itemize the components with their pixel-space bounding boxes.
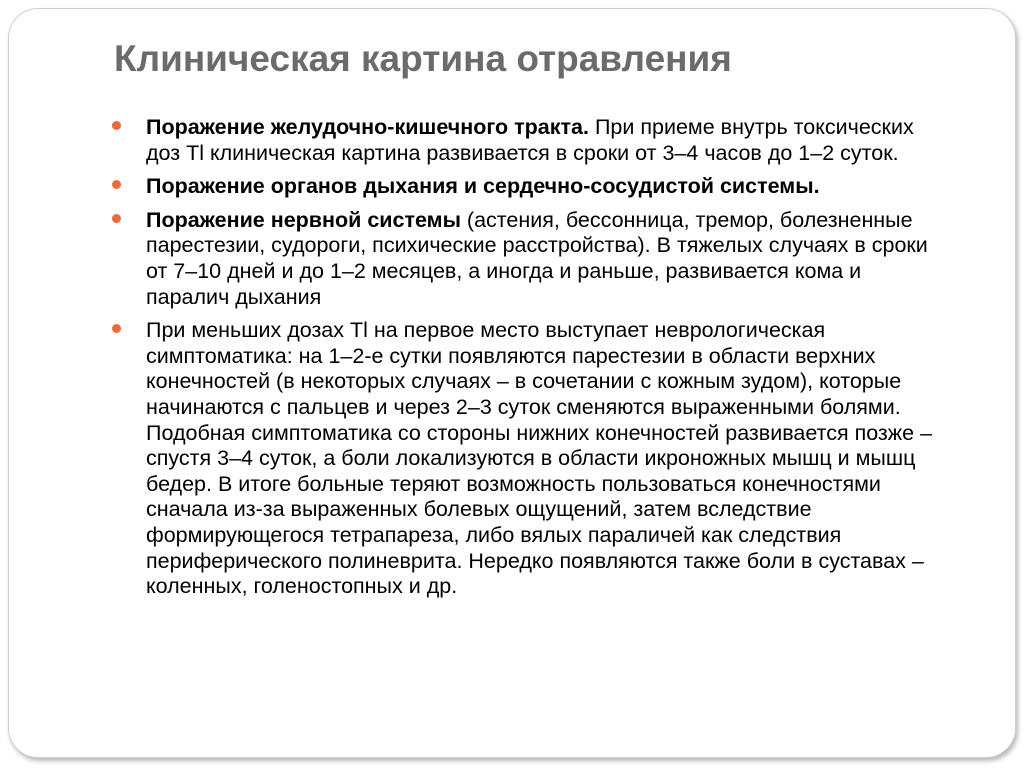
bullet-item-respiratory-cardio bbox=[112, 174, 938, 200]
bullet-dot-icon bbox=[112, 121, 121, 130]
bullet-item-low-dose bbox=[112, 318, 938, 600]
bullet-heading: Поражение органов дыхания и сердечно-сосудистой системы. bbox=[146, 174, 820, 199]
bullet-dot-icon bbox=[112, 180, 121, 189]
bullet-dot-icon bbox=[112, 214, 121, 223]
bullet-heading: Поражение нервной системы bbox=[146, 207, 461, 232]
bullet-text: (астения, бессонница, тремор, болезненные парестезии, судороги, психические расстройства). В тяжелых случаях в сроки от 7–10 дней и до 1–2 месяцев, а иногда и раньше, развивается кома и паралич дыхания bbox=[146, 207, 928, 309]
bullet-text: При приеме внутрь токсических доз Tl клиническая картина развивается в сроки от 3–4 часов до 1–2 суток. bbox=[146, 115, 914, 165]
slide-title: Клиническая картина отравления bbox=[114, 38, 732, 79]
bullet-item-gi-tract bbox=[112, 115, 938, 166]
bullet-heading: Поражение желудочно-кишечного тракта. bbox=[146, 115, 589, 139]
bullet-list bbox=[112, 115, 938, 608]
bullet-text: При меньших дозах Tl на первое место выступает неврологическая симптоматика: на 1–2-е сутки появляются парестезии в области верхних конечностей (в некоторых случаях – в сочетании с кожным зудом), которые начинаются с пальцев и через 2–3 суток сменяются выраженными болями. Подобная симптоматика со стороны нижних конечностей развивается позже – спустя 3–4 суток, а боли локализуются в области икроножных мышц и мышц бедер. В итоге больные теряют возможность пользоваться конечностями сначала из-за выраженных болевых ощущений, затем вследствие формирующегося тетрапареза, либо вялых параличей как следствия периферического полиневрита. Нередко появляются также боли в суставах – коленных, голеностопных и др. bbox=[146, 318, 933, 599]
bullet-dot-icon bbox=[112, 324, 121, 333]
bullet-item-nervous-system bbox=[112, 208, 938, 310]
